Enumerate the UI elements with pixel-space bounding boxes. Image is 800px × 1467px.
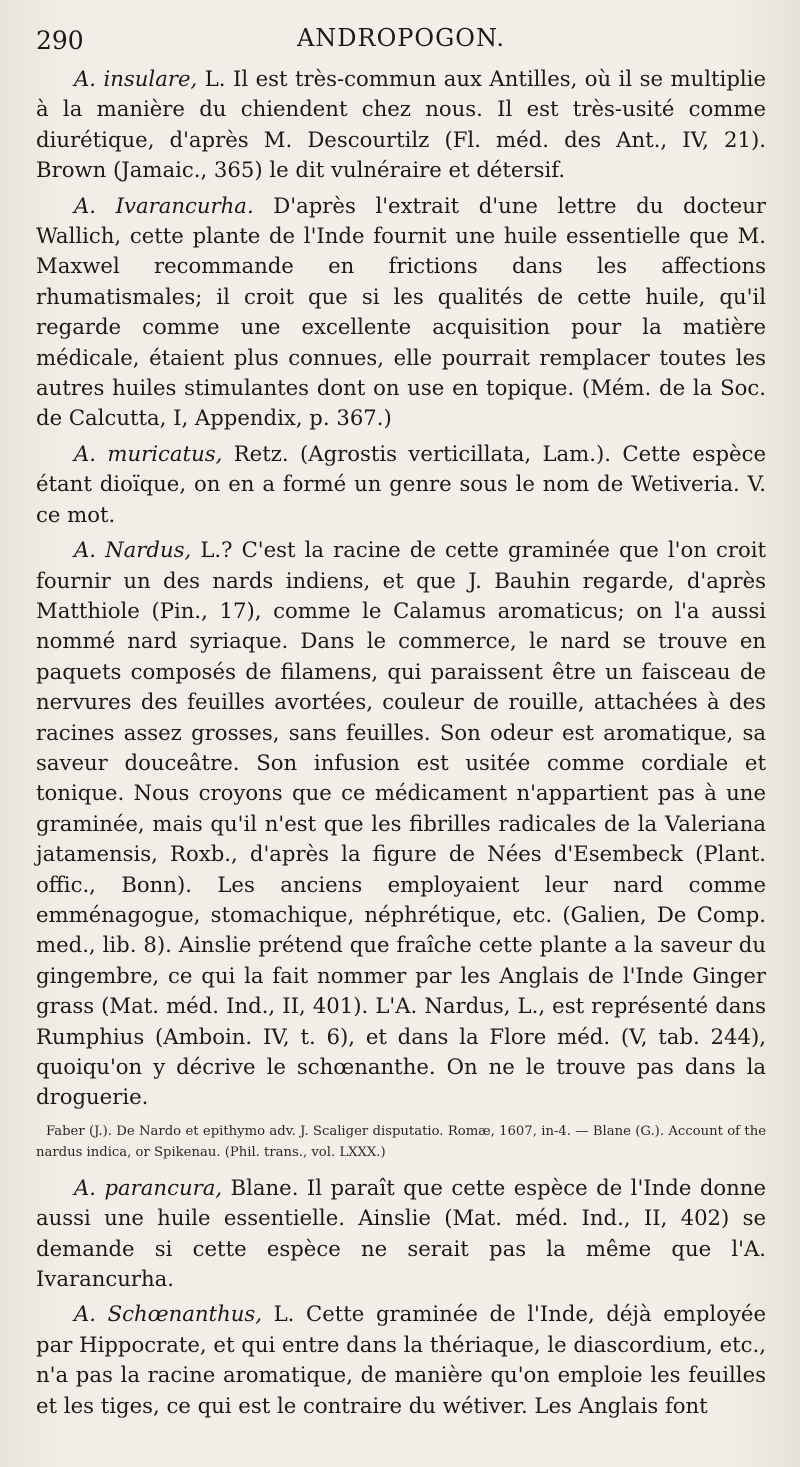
entry-lead: A. muricatus, (74, 440, 223, 466)
entry-ivarancurha (36, 191, 766, 434)
entry-text: D'après l'extrait d'une lettre du docteur Wallich, cette plante de l'Inde fournit une huile essentielle que M. Maxwel recommande en frictions dans les affections rhumatismales; il croit que si les qualités de cette huile, qu'il regarde comme une excellente acquisition pour la matière médicale, étaient plus connues, elle pourrait remplacer toutes les autres huiles stimulantes dont on use en topique. (Mém. de la Soc. de Calcutta, I, Appendix, p. 367.) (36, 192, 766, 431)
entry-parancura (36, 1173, 766, 1295)
entry-insulare (36, 64, 766, 186)
entry-text: L. Cette graminée de l'Inde, déjà employée par Hippocrate, et qui entre dans la thériaque, le diascordium, etc., n'a pas la racine aromatique, de manière qu'on emploie les feuilles et les tiges, ce qui est le contraire du wétiver. Les Anglais font (36, 1301, 766, 1418)
entry-lead: A. Ivarancurha. (74, 192, 254, 218)
entry-text: L.? C'est la racine de cette graminée que l'on croit fournir un des nards indiens, et que J. Bauhin regarde, d'après Matthiole (Pin., 17), comme le Calamus aromaticus; on l'a aussi nommé nard syriaque. Dans le commerce, le nard se trouve en paquets composés de filamens, qui paraissent être un faisceau de nervures des feuilles avortées, couleur de rouille, attachées à des racines assez grosses, sans feuilles. Son odeur est aromatique, sa saveur douceâtre. Son infusion est usitée comme cordiale et tonique. Nous croyons que ce médicament n'appartient pas à une graminée, mais qu'il n'est que les fibrilles radicales de la Valeriana jatamensis, Roxb., d'après la figure de Nées d'Esembeck (Plant. offic., Bonn). Les anciens employaient leur nard comme emménagogue, stomachique, néphrétique, etc. (Galien, De Comp. med., lib. 8). Ainslie prétend que fraîche cette plante a la saveur du gingembre, ce qui la fait nommer par les Anglais de l'Inde Ginger grass (Mat. méd. Ind., II, 401). L'A. Nardus, L., est représenté dans Rumphius (Amboin. IV, t. 6), et dans la Flore méd. (V, tab. 244), quoiqu'on y décrive le schœnanthe. On ne le trouve pas dans la droguerie. (36, 537, 767, 1110)
entry-text: Retz. (Agrostis verticillata, Lam.). Cette espèce étant dioïque, on en a formé un genre sous le nom de Wetiveria. V. ce mot. (36, 440, 766, 527)
entry-schoenanthus (36, 1299, 766, 1421)
entry-nardus (36, 535, 766, 1113)
entry-lead: A. Nardus, (74, 537, 192, 563)
entry-lead: A. insulare, (74, 66, 198, 91)
entry-text: L. Il est très-commun aux Antilles, où il se multiplie à la manière du chiendent chez nous. Il est très-usité comme diurétique, d'après M. Descourtilz (Fl. méd. des Ant., IV, 21). Brown (Jamaic., 365) le dit vulnéraire et détersif. (36, 66, 766, 183)
bibliography-note: Faber (J.). De Nardo et epithymo adv. J. Scaliger disputatio. Romæ, 1607, in-4. — Blane (G.). Account of the nardus indica, or Spikenau. (Phil. trans., vol. LXXX.) (36, 1123, 766, 1160)
body-text (36, 64, 766, 1421)
page-header (36, 20, 766, 64)
running-title: ANDROPOGON. (296, 24, 506, 52)
entry-lead: A. Schœnanthus, (74, 1301, 262, 1327)
entry-muricatus (36, 439, 766, 530)
entry-lead: A. parancura, (74, 1174, 223, 1200)
entry-text: Blane. Il paraît que cette espèce de l'Inde donne aussi une huile essentielle. Ainslie (Mat. méd. Ind., II, 402) se demande si cette espèce ne serait pas la même que l'A. Ivarancurha. (36, 1174, 766, 1292)
page-number: 290 (36, 26, 84, 55)
